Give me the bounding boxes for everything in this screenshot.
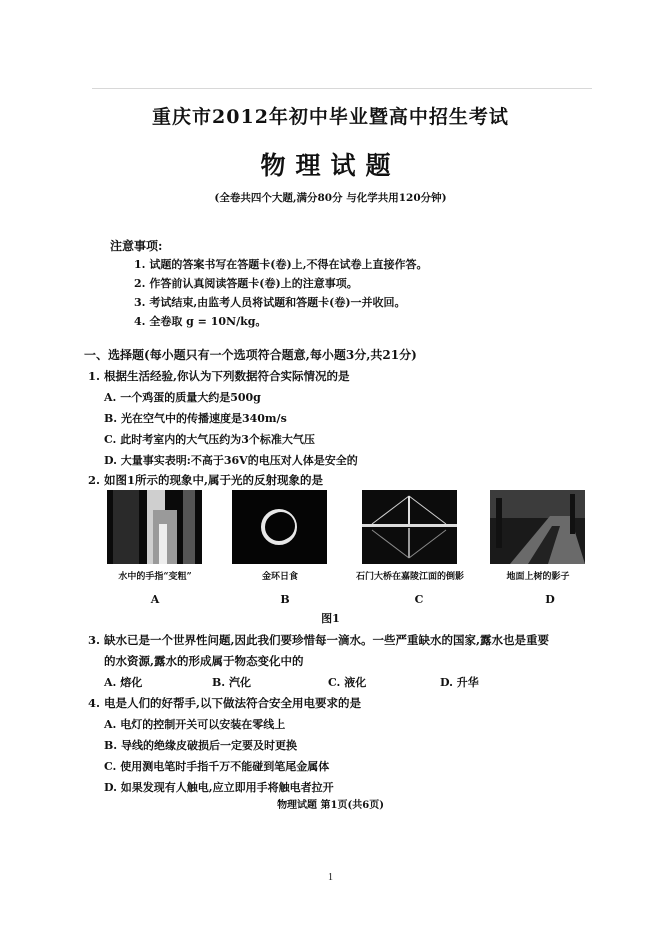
question-3-option: A. 熔化	[104, 676, 143, 689]
note-item: 4. 全卷取 g = 10N/kg。	[134, 315, 267, 328]
question-4-option: B. 导线的绝缘皮破损后一定要及时更换	[104, 739, 297, 752]
question-3-option: D. 升华	[440, 676, 479, 689]
subject-title: 物理试题	[260, 151, 401, 180]
exam-title: 重庆市2012年初中毕业暨高中招生考试	[152, 106, 509, 128]
figure-letter: A	[150, 593, 160, 606]
top-rule	[92, 88, 592, 89]
figure-letter: C	[414, 593, 424, 606]
question-2-stem: 2. 如图1所示的现象中,属于光的反射现象的是	[88, 473, 324, 487]
question-3-stem: 3. 缺水已是一个世界性问题,因此我们要珍惜每一滴水。一些严重缺水的国家,露水也是重要	[88, 633, 550, 647]
figure-caption: 水中的手指“变粗”	[118, 572, 192, 582]
photo-annular-eclipse	[232, 490, 327, 564]
question-4-option: A. 电灯的控制开关可以安装在零线上	[104, 718, 286, 731]
note-item: 2. 作答前认真阅读答题卡(卷)上的注意事项。	[134, 277, 358, 290]
figure-letter: B	[280, 593, 290, 606]
figure-letter: D	[545, 593, 555, 606]
figure-caption: 石门大桥在嘉陵江面的倒影	[355, 572, 464, 582]
question-1-stem: 1. 根据生活经验,你认为下列数据符合实际情况的是	[88, 369, 350, 383]
figure-caption: 地面上树的影子	[506, 572, 570, 582]
page-number: 1	[328, 872, 333, 883]
question-1-option: B. 光在空气中的传播速度是340m/s	[104, 412, 287, 425]
figure-caption: 金环日食	[261, 572, 298, 582]
note-item: 3. 考试结束,由监考人员将试题和答题卡(卷)一并收回。	[134, 296, 406, 309]
photo-tree-shadow	[490, 490, 585, 564]
figure-label: 图1	[321, 612, 340, 625]
question-1-option: C. 此时考室内的大气压约为3个标准大气压	[104, 433, 315, 446]
question-4-stem: 4. 电是人们的好帮手,以下做法符合安全用电要求的是	[88, 696, 362, 710]
question-1-option: D. 大量事实表明:不高于36V的电压对人体是安全的	[104, 454, 358, 467]
photo-bridge-reflection	[362, 490, 457, 564]
question-1-option: A. 一个鸡蛋的质量大约是500g	[104, 391, 261, 404]
note-item: 1. 试题的答案书写在答题卡(卷)上,不得在试卷上直接作答。	[134, 258, 428, 271]
section-heading: 一、选择题(每小题只有一个选项符合题意,每小题3分,共21分)	[84, 348, 417, 362]
photo-finger-in-water	[107, 490, 202, 564]
exam-subtitle: (全卷共四个大题,满分80分 与化学共用120分钟)	[214, 192, 447, 204]
question-4-option: C. 使用测电笔时手指千万不能碰到笔尾金属体	[104, 760, 330, 773]
question-4-option: D. 如果发现有人触电,应立即用手将触电者拉开	[104, 781, 334, 794]
question-3-stem-cont: 的水资源,露水的形成属于物态变化中的	[104, 654, 304, 668]
page-footer: 物理试题 第1页(共6页)	[277, 800, 384, 811]
notes-heading: 注意事项:	[110, 239, 163, 253]
question-3-option: B. 汽化	[212, 676, 251, 689]
question-3-option: C. 液化	[328, 676, 367, 689]
